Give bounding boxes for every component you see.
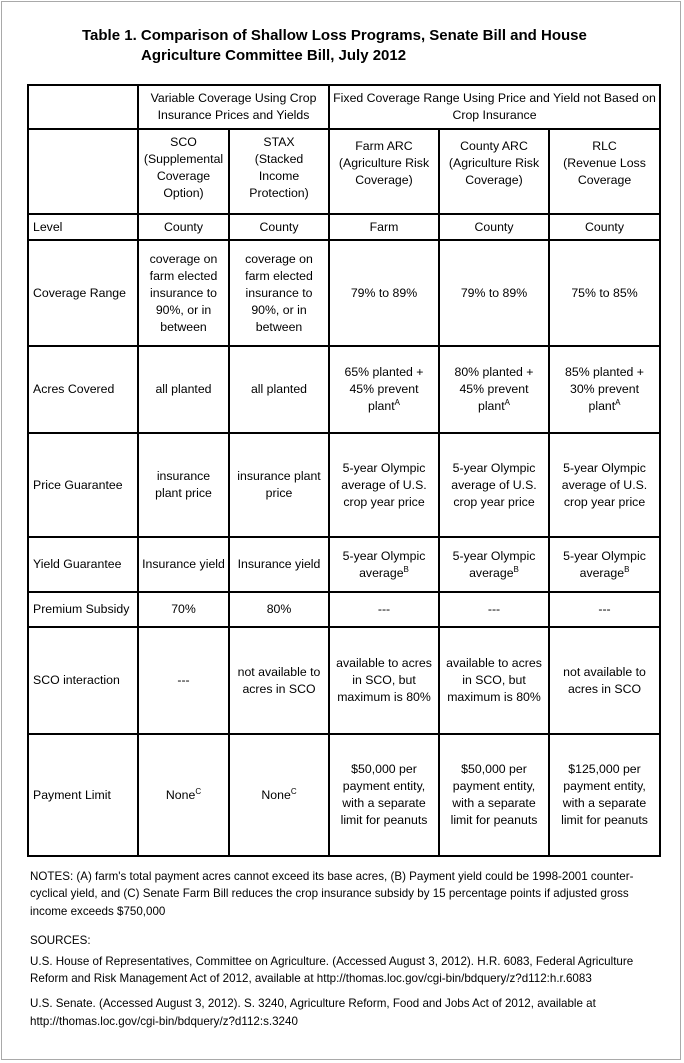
row-label: Coverage Range — [28, 240, 138, 346]
group-header-row — [28, 85, 660, 129]
table-cell: --- — [439, 592, 549, 627]
footnote-marker: A — [615, 397, 621, 407]
table-cell — [549, 346, 660, 433]
table-row-payment-limit — [28, 734, 660, 856]
notes-section — [30, 868, 660, 1030]
table-cell: 70% — [138, 592, 229, 627]
table-row-yield-guarantee — [28, 537, 660, 592]
program-abbr: RLC — [592, 139, 617, 153]
footnote-marker: C — [290, 786, 297, 796]
program-header-blank — [28, 129, 138, 214]
row-label: Price Guarantee — [28, 433, 138, 537]
footnote-marker: A — [394, 397, 400, 407]
table-cell: coverage on farm elected insurance to 90%, or in between — [229, 240, 329, 346]
table-cell: 75% to 85% — [549, 240, 660, 346]
footnote-marker: C — [195, 786, 202, 796]
sources-heading: SOURCES: — [30, 934, 91, 948]
cell-text: 65% planted + 45% prevent plant — [344, 365, 424, 413]
group-fixed-coverage: Fixed Coverage Range Using Price and Yield not Based on Crop Insurance — [329, 85, 660, 129]
table-cell: all planted — [138, 346, 229, 433]
cell-text: 5-year Olympic average — [563, 548, 646, 580]
row-label: SCO interaction — [28, 627, 138, 734]
table-cell: 80% — [229, 592, 329, 627]
row-label: Payment Limit — [28, 734, 138, 856]
table-cell: 79% to 89% — [439, 240, 549, 346]
table-cell: $50,000 per payment entity, with a separate limit for peanuts — [439, 734, 549, 856]
program-header-row — [28, 129, 660, 214]
footnote-marker: B — [513, 564, 519, 574]
table-cell: not available to acres in SCO — [229, 627, 329, 734]
cell-text: 5-year Olympic average — [342, 548, 426, 580]
table-cell — [138, 734, 229, 856]
program-fullname: (Revenue Loss Coverage — [563, 156, 646, 187]
table-cell: County — [138, 214, 229, 240]
table-cell: not available to acres in SCO — [549, 627, 660, 734]
notes-text: NOTES: (A) farm's total payment acres cannot exceed its base acres, (B) Payment yield could be 1998-2001 counter-cyclical yield, and (C) Senate Farm Bill reduces the crop insurance subsidy by 15 percentage points if adjusted gross income exceeds $750,000 — [30, 870, 634, 918]
table-cell: 5-year Olympic average of U.S. crop year price — [549, 433, 660, 537]
table-cell: Insurance yield — [229, 537, 329, 592]
table-cell: 5-year Olympic average of U.S. crop year price — [439, 433, 549, 537]
table-row-acres-covered — [28, 346, 660, 433]
cell-text: 5-year Olympic average — [452, 548, 536, 580]
table-row-level — [28, 214, 660, 240]
source-item: U.S. Senate. (Accessed August 3, 2012). S. 3240, Agriculture Reform, Food and Jobs Act of 2012, available at http://thomas.loc.gov/cgi-bin/bdquery/z?d112:s.3240 — [30, 997, 596, 1028]
table-cell: insurance plant price — [229, 433, 329, 537]
table-cell: --- — [549, 592, 660, 627]
row-label: Yield Guarantee — [28, 537, 138, 592]
row-label: Level — [28, 214, 138, 240]
table-cell: County — [229, 214, 329, 240]
table-cell: insurance plant price — [138, 433, 229, 537]
program-fullname: (Agriculture Risk Coverage) — [448, 156, 540, 187]
footnote-marker: B — [403, 564, 409, 574]
table-row-coverage-range — [28, 240, 660, 346]
program-fullname: (Supplemental Coverage Option) — [143, 152, 224, 200]
row-label: Acres Covered — [28, 346, 138, 433]
table-cell — [439, 537, 549, 592]
program-abbr: County ARC — [460, 139, 528, 153]
row-label: Premium Subsidy — [28, 592, 138, 627]
program-abbr: STAX — [263, 135, 295, 149]
table-cell: County — [439, 214, 549, 240]
table-cell: coverage on farm elected insurance to 90%, or in between — [138, 240, 229, 346]
table-cell: Farm — [329, 214, 439, 240]
cell-text: 80% planted + 45% prevent plant — [454, 365, 534, 413]
program-abbr: SCO — [170, 135, 197, 149]
program-fullname: (Stacked Income Protection) — [249, 152, 309, 200]
table-cell: all planted — [229, 346, 329, 433]
program-fullname: (Agriculture Risk Coverage) — [338, 156, 430, 187]
source-item: U.S. House of Representatives, Committee on Agriculture. (Accessed August 3, 2012). H.R. 6083, Federal Agriculture Reform and Risk Management Act of 2012, available at http://thomas.loc.gov/cgi-bin/bdquery/z?d112:h.r.6083 — [30, 954, 634, 986]
program-abbr: Farm ARC — [355, 139, 413, 153]
program-rlc — [549, 129, 660, 214]
table-cell: 79% to 89% — [329, 240, 439, 346]
table-cell: --- — [329, 592, 439, 627]
table-row-price-guarantee — [28, 433, 660, 537]
program-farm-arc — [329, 129, 439, 214]
table-cell: County — [549, 214, 660, 240]
table-row-premium-subsidy — [28, 592, 660, 627]
cell-text: None — [261, 787, 291, 802]
footnote-marker: A — [504, 397, 510, 407]
table-cell: $125,000 per payment entity, with a separate limit for peanuts — [549, 734, 660, 856]
table-cell: Insurance yield — [138, 537, 229, 592]
table-cell: --- — [138, 627, 229, 734]
table-row-sco-interaction — [28, 627, 660, 734]
table-cell — [329, 537, 439, 592]
title-line-2: Agriculture Committee Bill, July 2012 — [141, 47, 407, 64]
table-title — [0, 26, 684, 66]
title-line-1: Table 1. Comparison of Shallow Loss Programs, Senate Bill and House — [82, 27, 587, 44]
program-county-arc — [439, 129, 549, 214]
comparison-table — [27, 84, 661, 857]
table-cell — [329, 346, 439, 433]
table-cell: 5-year Olympic average of U.S. crop year price — [329, 433, 439, 537]
cell-text: None — [165, 787, 196, 802]
table-cell — [439, 346, 549, 433]
group-variable-coverage: Variable Coverage Using Crop Insurance Prices and Yields — [138, 85, 329, 129]
table-cell: available to acres in SCO, but maximum is 80% — [329, 627, 439, 734]
program-stax — [229, 129, 329, 214]
footnote-marker: B — [624, 564, 630, 574]
table-cell — [229, 734, 329, 856]
table-cell: available to acres in SCO, but maximum is 80% — [439, 627, 549, 734]
table-cell — [549, 537, 660, 592]
table-cell: $50,000 per payment entity, with a separate limit for peanuts — [329, 734, 439, 856]
corner-cell — [28, 85, 138, 129]
program-sco — [138, 129, 229, 214]
cell-text: 85% planted + 30% prevent plant — [565, 365, 644, 413]
